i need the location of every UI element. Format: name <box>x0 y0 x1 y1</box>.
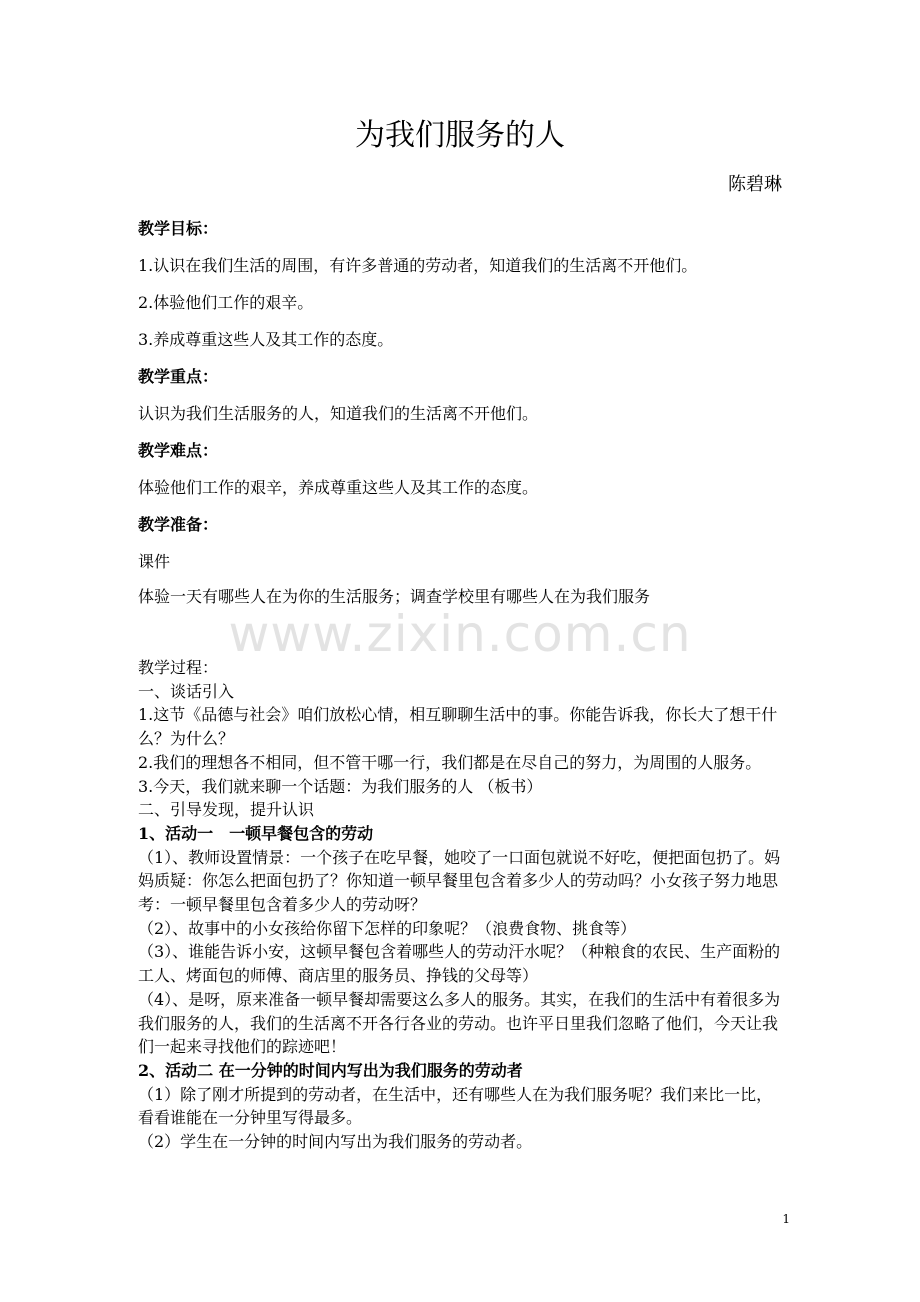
section-title: 二、引导发现，提升认识 <box>138 800 315 820</box>
preparation-item: 课件 <box>138 552 171 571</box>
lesson-overview <box>138 218 782 621</box>
activity-title: 1、活动一 一顿早餐包含的劳动 <box>138 823 374 843</box>
goals-heading: 教学目标： <box>138 219 219 238</box>
activity-item: （2）学生在一分钟的时间内写出为我们服务的劳动者。 <box>138 1132 533 1152</box>
page-number: 1 <box>782 1212 790 1226</box>
watermark: www.zixin.com.cn <box>228 605 692 663</box>
section-title: 一、谈话引入 <box>138 681 235 701</box>
activity-title: 2、活动二 在一分钟的时间内写出为我们服务的劳动者 <box>138 1060 523 1080</box>
difficulty-text: 体验他们工作的艰辛，养成尊重这些人及其工作的态度。 <box>138 478 539 497</box>
section-item: 3.今天，我们就来聊一个话题：为我们服务的人 （板书） <box>138 776 543 796</box>
teaching-process <box>138 656 782 1154</box>
goal-item: 3.养成尊重这些人及其工作的态度。 <box>138 330 394 349</box>
activity-item: （1）除了刚才所提到的劳动者，在生活中，还有哪些人在为我们服务呢？我们来比一比，看看谁能在一分钟里写得最多。 <box>138 1084 773 1128</box>
goal-item: 2.体验他们工作的艰辛。 <box>138 293 314 312</box>
section-item: 2.我们的理想各不相同，但不管干哪一行，我们都是在尽自己的努力，为周围的人服务。 <box>138 752 762 772</box>
activity-item: （3）、谁能告诉小安，这顿早餐包含着哪些人的劳动汗水呢？（种粮食的农民、生产面粉的工人、烤面包的师傅、商店里的服务员、挣钱的父母等） <box>138 942 781 986</box>
key-point-text: 认识为我们生活服务的人，知道我们的生活离不开他们。 <box>138 404 539 423</box>
preparation-item: 体验一天有哪些人在为你的生活服务；调查学校里有哪些人在为我们服务 <box>138 587 651 606</box>
difficulty-heading: 教学难点： <box>138 441 219 460</box>
document-title: 为我们服务的人 <box>355 118 565 153</box>
activity-item: （1）、教师设置情景：一个孩子在吃早餐，她咬了一口面包就说不好吃，便把面包扔了。妈妈质疑：你怎么把面包扔了？你知道一顿早餐里包含着多少人的劳动吗？小女孩子努力地思考：一顿早餐里包含着多少人的劳动呀？ <box>138 847 781 915</box>
author-name: 陈碧琳 <box>728 174 782 195</box>
key-point-heading: 教学重点： <box>138 367 219 386</box>
goal-item: 1.认识在我们生活的周围，有许多普通的劳动者，知道我们的生活离不开他们。 <box>138 256 698 275</box>
section-item: 1.这节《品德与社会》咱们放松心情，相互聊聊生活中的事。你能告诉我，你长大了想干什么？为什么？ <box>138 705 778 749</box>
activity-item: （2）、故事中的小女孩给你留下怎样的印象呢？（浪费食物、挑食等） <box>138 918 637 938</box>
process-heading: 教学过程： <box>138 658 219 677</box>
activity-item: （4）、是呀，原来准备一顿早餐却需要这么多人的服务。其实，在我们的生活中有着很多为我们服务的人，我们的生活离不开各行各业的劳动。也许平日里我们忽略了他们，今天让我们一起来寻找他们的踪迹吧！ <box>138 989 781 1057</box>
preparation-heading: 教学准备： <box>138 515 219 534</box>
